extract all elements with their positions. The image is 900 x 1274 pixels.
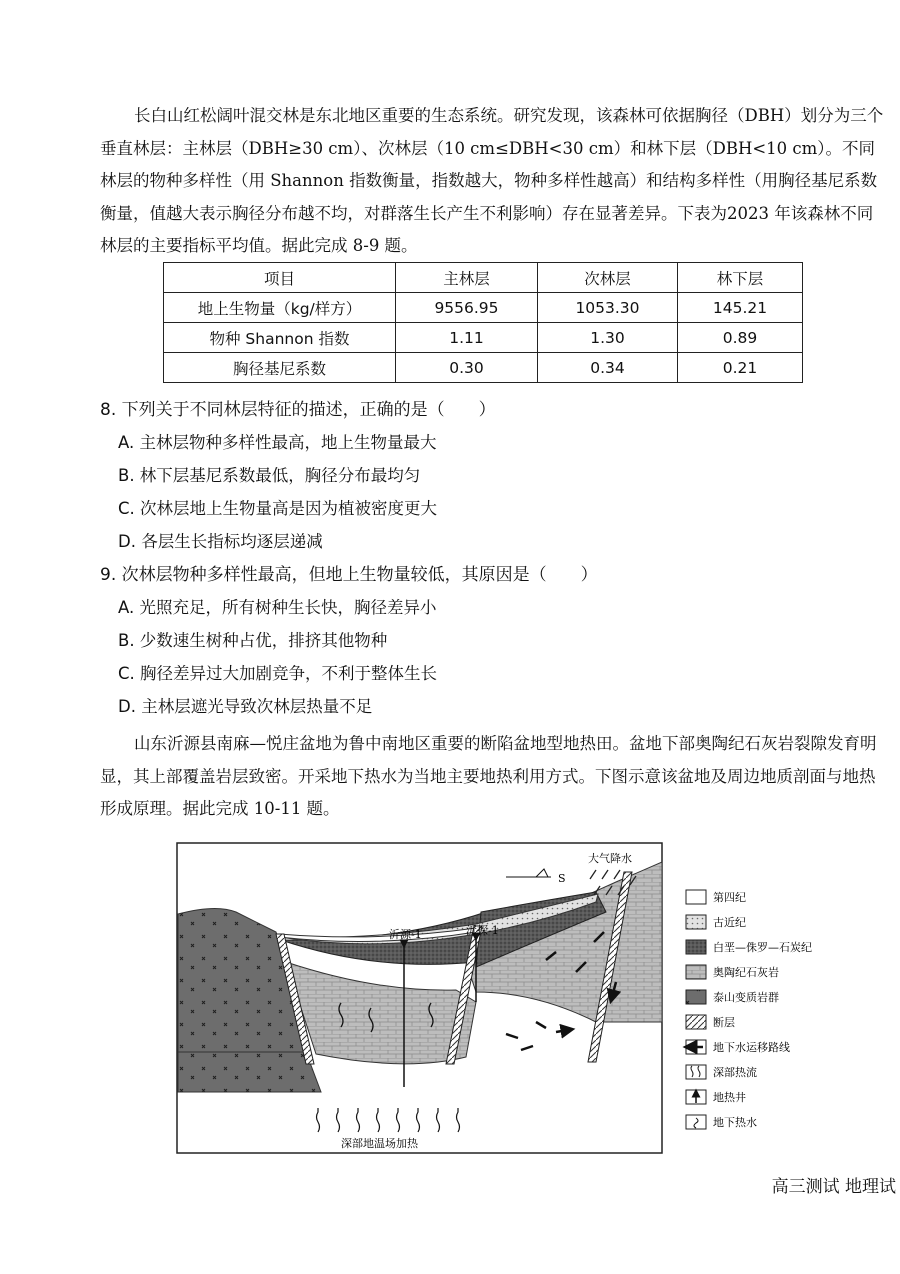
table-header-cell: 次林层 <box>538 263 678 293</box>
legend-label: 深部热流 <box>713 1066 757 1079</box>
passage-forest <box>100 100 885 263</box>
legend-label: 奥陶纪石灰岩 <box>713 966 779 979</box>
table-cell: 0.30 <box>396 353 538 383</box>
forest-layer-table <box>163 262 803 383</box>
legend-label: 地下热水 <box>713 1116 757 1129</box>
compass-label: S <box>558 872 566 885</box>
table-row <box>164 293 803 323</box>
table-header-cell: 项目 <box>164 263 396 293</box>
question-8-stem: 8. 下列关于不同林层特征的描述，正确的是（ ） <box>100 400 496 420</box>
deep-heating-label: 深部地温场加热 <box>341 1137 418 1150</box>
figure-legend <box>686 890 812 1129</box>
table-cell: 9556.95 <box>396 293 538 323</box>
table-cell: 1.11 <box>396 323 538 353</box>
well-2-label: 沂探-1 <box>466 924 499 937</box>
legend-label: 白垩—侏罗—石炭纪 <box>713 941 812 954</box>
page-footer: 高三测试 地理试 <box>771 1177 896 1197</box>
question-9-option-c[interactable]: C. 胸径差异过大加剧竞争，不利于整体生长 <box>118 664 438 683</box>
question-9-option-d[interactable]: D. 主林层遮光导致次林层热量不足 <box>118 697 373 716</box>
table-cell: 1053.30 <box>538 293 678 323</box>
table-row <box>164 353 803 383</box>
table-cell: 0.89 <box>678 323 803 353</box>
geothermal-cross-section-figure <box>176 842 839 1154</box>
question-9-option-b[interactable]: B. 少数速生树种占优，排挤其他物种 <box>118 631 388 650</box>
table-cell: 145.21 <box>678 293 803 323</box>
table-cell: 0.21 <box>678 353 803 383</box>
passage-geothermal-text: 山东沂源县南麻—悦庄盆地为鲁中南地区重要的断陷盆地型地热田。盆地下部奥陶纪石灰岩裂隙发育明显，其上部覆盖岩层致密。开采地下热水为当地主要地热利用方式。下图示意该盆地及周边地质剖面与地热形成原理。据此完成 10-11 题。 <box>100 734 877 818</box>
table-cell: 物种 Shannon 指数 <box>164 323 396 353</box>
table-cell: 胸径基尼系数 <box>164 353 396 383</box>
legend-label: 古近纪 <box>713 916 746 929</box>
passage-forest-text: 长白山红松阔叶混交林是东北地区重要的生态系统。研究发现，该森林可依据胸径（DBH）划分为三个垂直林层：主林层（DBH≥30 cm）、次林层（10 cm≤DBH<30 cm）和林下层（DBH<10 cm）。不同林层的物种多样性（用 Shannon 指数衡量，指数越大，物种多样性越高）和结构多样性（用胸径基尼系数衡量，值越大表示胸径分布越不均，对群落生长产生不利影响）存在显著差异。下表为2023 年该森林不同林层的主要指标平均值。据此完成 8-9 题。 <box>100 106 884 255</box>
passage-geothermal <box>100 728 885 826</box>
legend-label: 泰山变质岩群 <box>713 991 779 1004</box>
rain-label: 大气降水 <box>588 852 632 865</box>
question-9-option-a[interactable]: A. 光照充足，所有树种生长快，胸径差异小 <box>118 598 437 617</box>
table-header-cell: 林下层 <box>678 263 803 293</box>
table-cell: 1.30 <box>538 323 678 353</box>
legend-label: 断层 <box>713 1016 735 1029</box>
table-row <box>164 323 803 353</box>
taishan-metamorphic-base <box>178 1052 321 1092</box>
legend-label: 第四纪 <box>713 891 746 904</box>
legend-label: 地下水运移路线 <box>713 1041 790 1054</box>
table-cell: 0.34 <box>538 353 678 383</box>
question-8-option-c[interactable]: C. 次林层地上生物量高是因为植被密度更大 <box>118 499 438 518</box>
table-cell: 地上生物量（kg/样方） <box>164 293 396 323</box>
question-8-option-b[interactable]: B. 林下层基尼系数最低，胸径分布最均匀 <box>118 466 421 485</box>
table-header-row <box>164 263 803 293</box>
question-8-option-d[interactable]: D. 各层生长指标均逐层递减 <box>118 532 323 551</box>
table-header-cell: 主林层 <box>396 263 538 293</box>
well-1-label: 沂源-1 <box>389 928 422 941</box>
question-9-stem: 9. 次林层物种多样性最高，但地上生物量较低，其原因是（ ） <box>100 565 598 585</box>
legend-label: 地热井 <box>713 1091 746 1104</box>
question-8-option-a[interactable]: A. 主林层物种多样性最高，地上生物量最大 <box>118 433 437 452</box>
